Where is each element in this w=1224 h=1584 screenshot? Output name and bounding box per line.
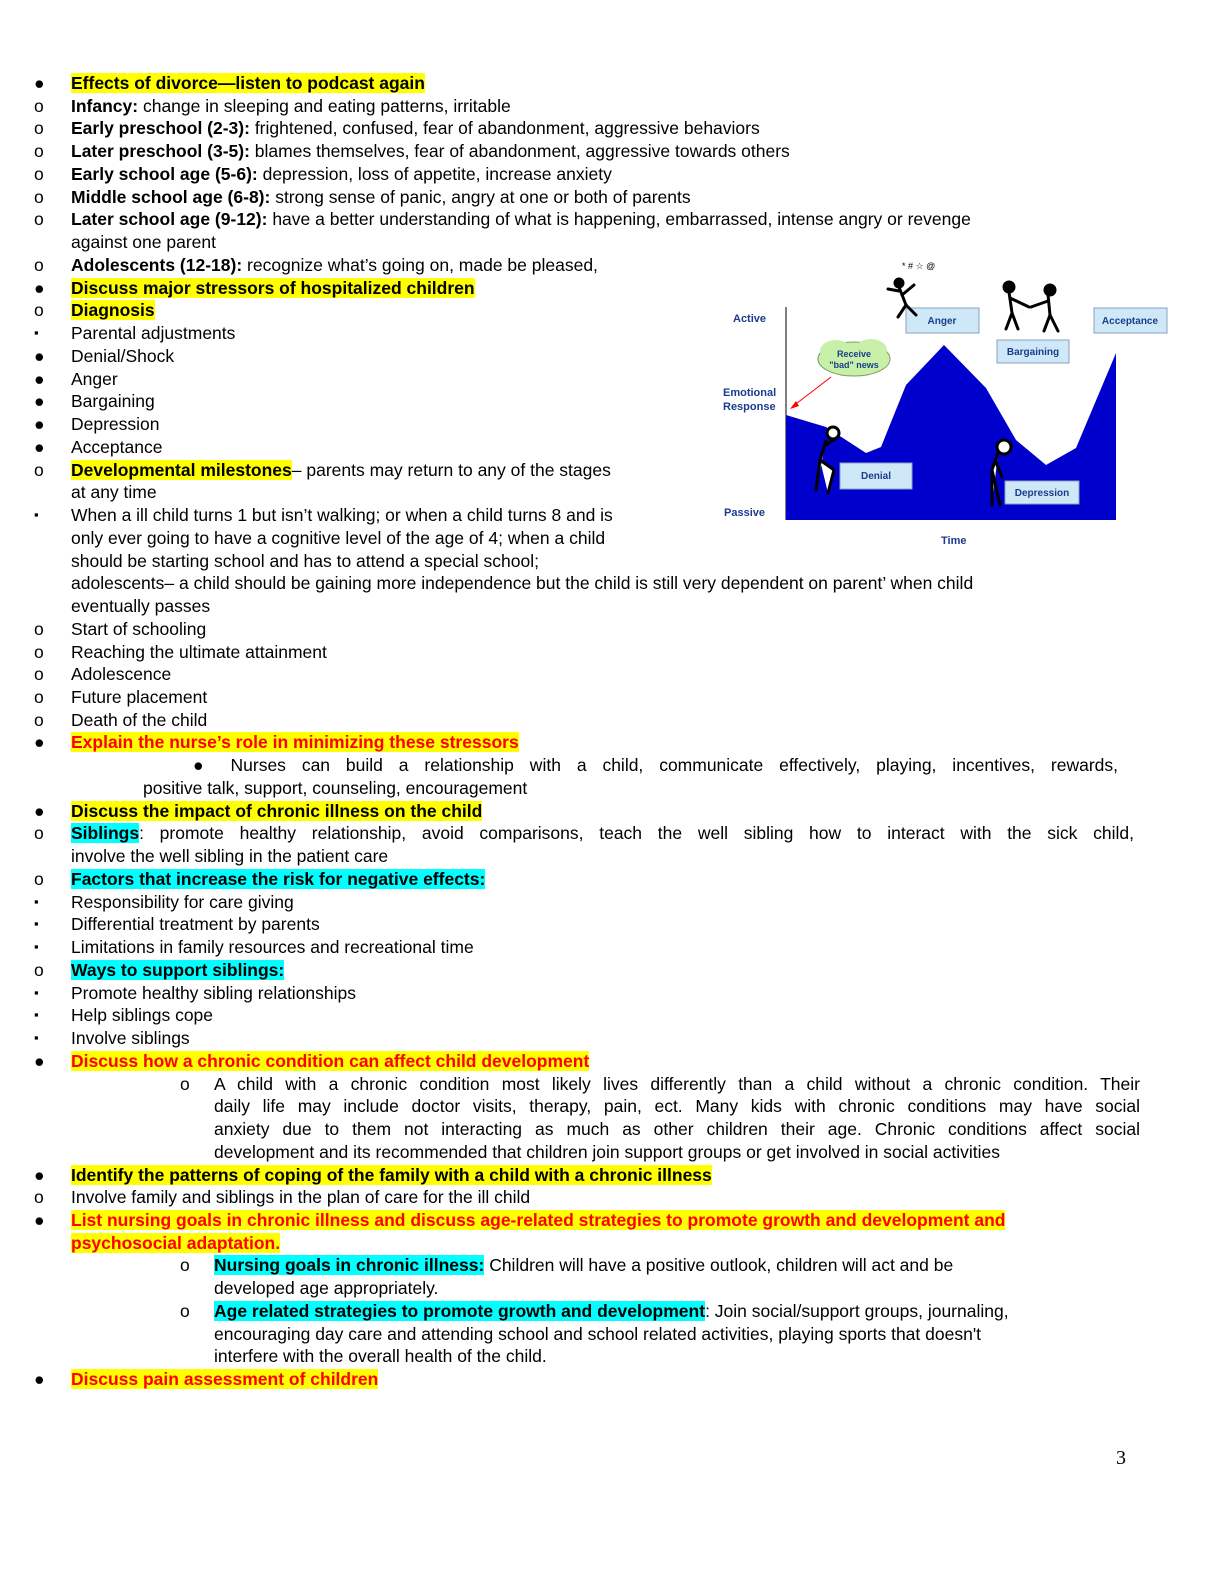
line-text — [71, 845, 388, 867]
body-text: interfere with the overall health of the child. — [214, 1346, 547, 1367]
body-text: Promote healthy sibling relationships — [71, 982, 357, 1003]
line-text — [214, 1300, 1009, 1322]
bullet-marker: o — [180, 1073, 190, 1094]
body-text: Anger — [71, 368, 118, 389]
cloud-line-2: "bad" news — [829, 360, 879, 370]
body-text: blames themselves, fear of abandonment, aggressive towards others — [249, 141, 790, 162]
svg-text:Depression: Depression — [1014, 488, 1070, 499]
body-text: encouraging day care and attending school and school related activities, playing sports that doesn't — [214, 1323, 982, 1344]
body-text: Responsibility for care giving — [71, 891, 294, 912]
line-text — [71, 95, 511, 117]
svg-text:Denial: Denial — [860, 471, 892, 482]
line-text — [214, 1073, 1140, 1095]
body-text: Future placement — [71, 686, 208, 707]
bullet-marker: ● — [34, 277, 45, 298]
line-text — [214, 1254, 953, 1276]
stage-acceptance — [1094, 308, 1167, 333]
bullet-marker: o — [34, 300, 44, 321]
body-text: daily life may include doctor visits, therapy, pain, ect. Many kids with chronic conditions may have social — [214, 1096, 1140, 1117]
bullet-marker: ▪ — [34, 1007, 39, 1023]
bullet-marker: ● — [34, 368, 45, 389]
bullet-marker: ● — [34, 1210, 45, 1230]
line-text — [71, 322, 235, 344]
body-text: A child with a chronic condition most likely lives differently than a child without a chronic condition. Their — [214, 1073, 1140, 1094]
bullet-marker: o — [34, 664, 44, 685]
body-text: Denial/Shock — [71, 345, 175, 366]
axis-label-time: Time — [941, 535, 967, 547]
highlighted-heading: Discuss major stressors of hospitalized children — [71, 277, 475, 298]
line-text — [71, 390, 155, 412]
bullet-marker: ● — [34, 73, 45, 93]
line-text — [71, 186, 691, 208]
line-text — [214, 1141, 1000, 1163]
line-text — [71, 686, 207, 708]
bold-label: Early preschool (2-3): — [71, 118, 250, 139]
page-number: 3 — [1116, 1447, 1126, 1469]
line-text — [71, 822, 1134, 844]
body-text: Reaching the ultimate attainment — [71, 641, 327, 662]
highlighted-heading: Discuss pain assessment of children — [71, 1369, 379, 1390]
highlighted-heading: Siblings — [71, 823, 140, 844]
bullet-marker: o — [34, 641, 44, 662]
bullet-marker: ● — [34, 1164, 45, 1185]
bullet-marker: ● — [34, 1050, 45, 1071]
highlighted-heading: List nursing goals in chronic illness and discuss age-related strategies to promote growth and development and — [71, 1210, 1006, 1230]
highlighted-heading: Discuss how a chronic condition can affect child development — [71, 1050, 590, 1071]
bullet-marker: o — [180, 1255, 190, 1276]
line-text — [214, 1095, 1140, 1117]
highlighted-heading: Developmental milestones — [71, 459, 292, 480]
body-text: Depression — [71, 414, 160, 435]
line-text — [71, 731, 519, 753]
body-text: – parents may return to any of the stages — [291, 459, 611, 480]
line-text — [71, 140, 790, 162]
line-text — [71, 1232, 280, 1254]
line-text — [71, 1164, 712, 1186]
line-text — [71, 936, 474, 958]
bullet-marker: o — [34, 1187, 44, 1208]
highlighted-heading: Age related strategies to promote growth and development — [214, 1300, 706, 1321]
line-text — [71, 254, 598, 276]
line-text — [71, 618, 206, 640]
line-text — [71, 527, 605, 549]
stage-depression — [1005, 481, 1079, 504]
line-text — [71, 1186, 530, 1208]
bold-label: Later school age (9-12): — [71, 209, 268, 230]
bullet-marker: o — [34, 141, 44, 162]
line-text — [214, 1277, 438, 1299]
body-text: strong sense of panic, angry at one or both of parents — [270, 186, 691, 207]
line-text — [71, 709, 207, 731]
highlighted-heading: Nursing goals in chronic illness: — [214, 1255, 485, 1276]
body-text: Death of the child — [71, 709, 208, 730]
bullet-marker: ● — [34, 436, 45, 457]
line-text — [71, 436, 162, 458]
body-text: Involve siblings — [71, 1028, 190, 1049]
line-text — [71, 1004, 213, 1026]
body-text: development and its recommended that children join support groups or get involved in social activities — [214, 1141, 1000, 1162]
line-text — [71, 868, 485, 890]
grief-cycle-diagram — [716, 255, 1171, 555]
line-text — [71, 891, 294, 913]
bad-news-arrow — [792, 377, 831, 407]
bullet-marker: o — [34, 459, 44, 480]
handshake-figures-icon — [1004, 282, 1058, 331]
line-text — [71, 72, 425, 94]
bullet-marker: o — [34, 254, 44, 275]
line-text — [71, 459, 611, 481]
bold-label: Infancy: — [71, 95, 139, 116]
line-text — [71, 231, 216, 253]
body-text: change in sleeping and eating patterns, irritable — [138, 95, 511, 116]
line-text — [71, 959, 284, 981]
body-text: anxiety due to them not interacting as much as other children their age. Chronic conditions affect social — [214, 1119, 1140, 1140]
line-text — [214, 1323, 981, 1345]
body-text: : promote healthy relationship, avoid comparisons, teach the well sibling how to interact with the sick child, — [139, 823, 1134, 844]
body-text: only ever going to have a cognitive level of the age of 4; when a child — [71, 527, 606, 548]
axis-label-response: Response — [723, 401, 776, 413]
highlighted-heading: Ways to support siblings: — [71, 959, 285, 980]
bullet-marker: ▪ — [34, 939, 39, 955]
body-text: against one parent — [71, 232, 216, 253]
bullet-marker: ▪ — [34, 984, 39, 1000]
axis-label-passive: Passive — [724, 507, 765, 519]
body-text: ● Nurses can build a relationship with a child, communicate effectively, playing, incentives, rewards, — [193, 755, 1118, 776]
bullet-marker: o — [34, 209, 44, 230]
bold-label: Early school age (5-6): — [71, 163, 258, 184]
bad-news-cloud — [818, 339, 890, 376]
body-text: frightened, confused, fear of abandonment, aggressive behaviors — [249, 118, 760, 139]
svg-text:* # ☆ @: * # ☆ @ — [902, 261, 936, 271]
highlighted-heading: Diagnosis — [71, 300, 155, 321]
bullet-marker: ▪ — [34, 1030, 39, 1046]
bullet-marker: o — [34, 823, 44, 844]
bold-label: Adolescents (12-18): — [71, 254, 243, 275]
line-text — [71, 413, 160, 435]
cloud-line-1: Receive — [836, 349, 872, 359]
body-text: recognize what’s going on, made be pleased, — [242, 254, 598, 275]
line-text — [71, 1050, 589, 1072]
highlighted-heading: Identify the patterns of coping of the family with a child with a chronic illness — [71, 1164, 712, 1185]
line-text — [214, 1118, 1140, 1140]
line-text — [71, 800, 482, 822]
body-text: Help siblings cope — [71, 1005, 214, 1026]
highlighted-heading: Effects of divorce—listen to podcast again — [71, 73, 425, 93]
body-text: positive talk, support, counseling, encouragement — [143, 777, 528, 798]
body-text: Acceptance — [71, 436, 163, 457]
body-text: Involve family and siblings in the plan of care for the ill child — [71, 1187, 531, 1208]
line-text — [71, 208, 971, 230]
body-text: eventually passes — [71, 596, 211, 617]
line-text — [71, 550, 539, 572]
body-text: Parental adjustments — [71, 323, 236, 344]
line-text — [71, 504, 613, 526]
bullet-marker: o — [34, 118, 44, 139]
bullet-marker: ● — [34, 391, 45, 412]
bold-label: Middle school age (6-8): — [71, 186, 271, 207]
line-text — [71, 572, 973, 594]
axis-label-emotional: Emotional — [723, 387, 777, 399]
bullet-marker: o — [180, 1300, 190, 1321]
highlighted-heading: psychosocial adaptation. — [71, 1232, 281, 1253]
body-text: Adolescence — [71, 664, 172, 685]
bullet-marker: ▪ — [34, 893, 39, 909]
bold-label: Later preschool (3-5): — [71, 141, 250, 162]
bullet-marker: ● — [34, 414, 45, 435]
bullet-marker: o — [34, 686, 44, 707]
bullet-marker: o — [34, 709, 44, 730]
line-text — [71, 277, 475, 299]
body-text: : Join social/support groups, journaling, — [705, 1300, 1009, 1321]
highlighted-heading: Explain the nurse’s role in minimizing these stressors — [71, 732, 519, 753]
bullet-marker: ● — [34, 345, 45, 366]
line-text — [71, 117, 760, 139]
line-text — [71, 1027, 190, 1049]
bullet-marker: o — [34, 163, 44, 184]
body-text: Differential treatment by parents — [71, 914, 320, 935]
body-text: When a ill child turns 1 but isn’t walking; or when a child turns 8 and is — [71, 505, 613, 526]
line-text — [143, 777, 527, 799]
bullet-marker: o — [34, 618, 44, 639]
line-text — [71, 163, 612, 185]
line-text — [71, 1209, 1005, 1231]
bullet-marker: o — [34, 95, 44, 116]
bullet-marker: ● — [34, 732, 45, 753]
bullet-marker: o — [34, 868, 44, 889]
line-text — [193, 754, 1118, 776]
line-text — [71, 982, 356, 1004]
line-text — [71, 913, 320, 935]
bullet-marker: ▪ — [34, 916, 39, 932]
bullet-marker: o — [34, 186, 44, 207]
stage-denial — [840, 463, 912, 489]
svg-text:Bargaining: Bargaining — [1006, 347, 1060, 358]
line-text — [71, 299, 155, 321]
line-text — [71, 595, 210, 617]
body-text: should be starting school and has to attend a special school; — [71, 550, 539, 571]
bullet-marker: o — [34, 959, 44, 980]
body-text: Bargaining — [71, 391, 155, 412]
line-text — [71, 345, 174, 367]
stage-bargaining — [997, 340, 1069, 363]
bullet-marker: ● — [34, 800, 45, 821]
highlighted-heading: Factors that increase the risk for negative effects: — [71, 868, 486, 889]
line-text — [71, 481, 157, 503]
body-text: depression, loss of appetite, increase anxiety — [257, 163, 612, 184]
bullet-marker: ● — [34, 1369, 45, 1390]
svg-text:Acceptance: Acceptance — [1101, 316, 1159, 327]
bullet-marker: ▪ — [34, 507, 39, 523]
line-text — [71, 641, 327, 663]
body-text: developed age appropriately. — [214, 1278, 439, 1299]
body-text: adolescents– a child should be gaining more independence but the child is still very dependent on parent’ when child — [71, 573, 974, 594]
svg-text:Anger: Anger — [927, 316, 957, 327]
line-text — [71, 1368, 378, 1390]
body-text: involve the well sibling in the patient care — [71, 846, 389, 867]
body-text: Limitations in family resources and recreational time — [71, 937, 474, 958]
highlighted-heading: Discuss the impact of chronic illness on the child — [71, 800, 483, 821]
body-text: at any time — [71, 482, 157, 503]
line-text — [71, 663, 171, 685]
body-text: Start of schooling — [71, 618, 207, 639]
bullet-marker: ▪ — [34, 325, 39, 341]
line-text — [71, 368, 118, 390]
stage-anger — [906, 308, 979, 333]
body-text: Children will have a positive outlook, children will act and be — [484, 1255, 954, 1276]
line-text — [214, 1345, 547, 1367]
body-text: have a better understanding of what is happening, embarrassed, intense angry or revenge — [267, 209, 971, 230]
axis-label-active: Active — [733, 313, 767, 325]
